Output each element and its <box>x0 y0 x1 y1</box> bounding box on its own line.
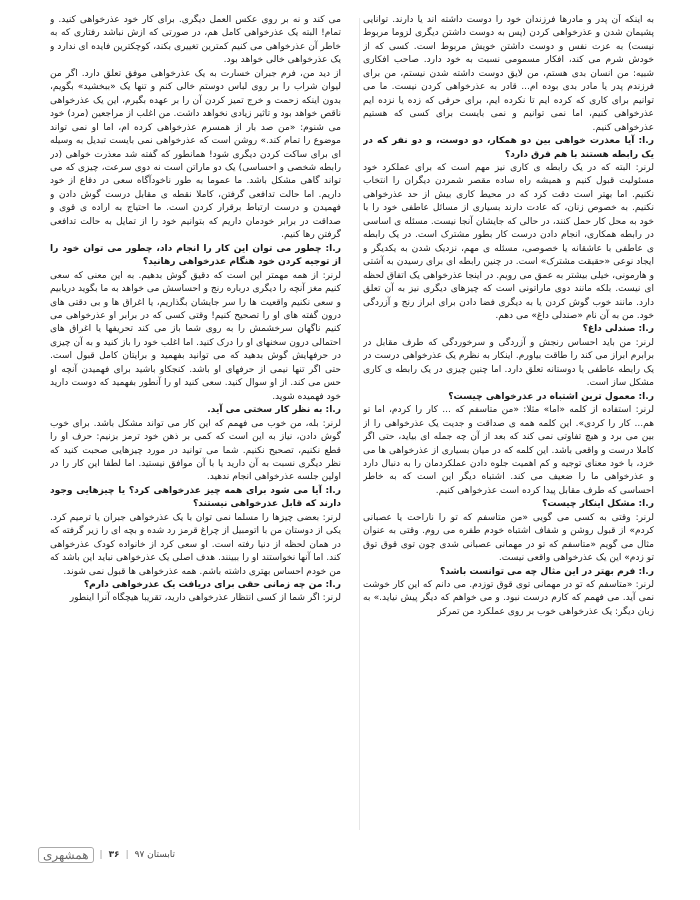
body-paragraph: لرنر: البته که در یک رابطه ی کاری نیز مهم است که برای عملکرد خود مسئولیت قبول کنیم و همیشه راه ساده مقصر شمردن دیگران را انتخاب نکنیم. اما بهتر است دقت کرد که در محیط کاری بیش از حد عذرخواهی نکنیم. به خصوص زنان، که عادت دارند بسیاری از مسائل عاطفی خود را با خود به محل کار حمل کنند، در حالی که جایشان آنجا نیست. مسئله ی اساسی در رابطه همکاری، انجام دادن درست کار بطور مشترک است. در یک رابطه ی عاطفی با عاشقانه یا خصوصی، مسئله ی مهم، نزدیک شدن به یکدیگر و ایجاد نوعی «حقیقت مشترک» است. در چنین رابطه ای برای رسیدن به آشتی و هارمونی، خیلی بیشتر به عمق می رویم. در اینجا عذرخواهی یک اتفاق لحظه ای نیست. بلکه مانند دوی ماراتونی است که چیزهای دیگری نیز به آن تعلق دارد. مانند خوب گوش کردن یا به دیگری فضا دادن برای ابراز رنج و آزردگی خود. من به آن نام «صندلی داغ» می دهم. <box>363 162 654 321</box>
interview-question: ر.ا: من چه زمانی حقی برای دریافت یک عذرخواهی دارم؟ <box>83 580 341 591</box>
interview-question: ر.ا: مشکل اینکار چیست؟ <box>542 499 654 510</box>
body-paragraph: لرنر: استفاده از کلمه «اما» مثلا: «من متاسفم که ... کار را کردم، اما تو هم... کار را کردی». این کلمه همه ی صداقت و جدیت یک عذرخواهی را از بین می برد و هیچ تفاوتی نمی کند که بعد از آن چه جمله ای بیاید، حتی اگر کاملا درست و واقعی باشد. این کلمه که در میان بسیاری از عذرخواهی ها می خزد، با خود معنای توجیه و کم اهمیت جلوه دادن عملکردمان را به دنبال دارد و عذرخواهی ما را ضعیف می کند. اشتباه دیگر این است که به خاطر احساسی که طرف مقابل پیدا کرده است عذرخواهی کنیم. <box>363 405 654 496</box>
interview-question: ر.ا: معمول ترین اشتباه در عذرخواهی چیست؟ <box>448 391 654 402</box>
body-paragraph: از دید من، فرم جبران خسارت به یک عذرخواهی موفق تعلق دارد. اگر من لیوان شراب را بر روی لباس دوستم خالی کنم و تنها یک «ببخشید» بگویم، بدون اینکه زحمت و خرج تمیز کردن آن را بر عهده بگیرم، این یک عذرخواهی ناقص خواهد بود و تاثیر زیادی نخواهد داشت. من اغلب از مراجعین (مرد) خود می شنوم: «من صد بار از همسرم عذرخواهی کرده ام، اما او نمی تواند موضوع را تمام کند.» روشن است که عذرخواهی نمی بایست تبدیل به وسیله ای برای ساکت کردن دیگری شود! همانطور که گفته شد معذرت خواهی (در رابطه شخصی و احساسی) یک دو ماراتن است نه دوی سرعت، چیزی که می تواند گاهی مشکل باشد. ما عموما به طور ناخودآگاه سعی در دفاع از خود داریم. اما حالت تدافعی گرفتن، کاملا نقطه ی مقابل درست گوش دادن و فهمیدن و درست ارتباط برقرار کردن است. ما احتیاج به اراده ی قوی و صداقت در برابر خودمان داریم که بتوانیم خود را از تمایل به حالت تدافعی گرفتن رها کنیم. <box>50 68 341 241</box>
body-paragraph: لرنر: «متاسفم که تو در مهمانی توی قوق توزدم. می دانم که این کار خوشت نمی آید. می فهمم که کارم درست نبود. و می خواهم که دیگر پیش نیاید.» به زبان دیگر: یک عذرخواهی خوب بر روی عملکرد من تمرکز <box>363 580 654 617</box>
interview-question: ر.ا: آیا می شود برای همه چیز عذرخواهی کرد؟ یا چیزهایی وجود دارند که قابل عذرخواهی نیستند؟ <box>50 485 341 510</box>
body-paragraph: لرنر: بله، من خوب می فهمم که این کار می تواند مشکل باشد. برای خوب گوش دادن، نیاز به این است که کمی بر ذهن خود ترمز بزنیم: حرف او را قطع نکنیم، تصحیح نکنیم. شما می توانید در مورد چیزهایی صحبت کنید که نظر دیگری نسبت به آن دارید یا با آن موافق نیستید. اما لطفا این کار را در اولین جلسه عذرخواهی انجام ندهید. <box>50 418 341 483</box>
body-paragraph: می کند و نه بر روی عکس العمل دیگری. برای کار خود عذرخواهی کنید. و تمام! البته یک عذرخواهی کامل هم، در صورتی که ازش نباشد رفتاری که به خاطر آن عذرخواهی می کنیم کمترین تغییری بکند، کوچکترین فایده ای ندارد و یک عذرخواهی خالی خواهد بود. <box>50 15 341 66</box>
footer-divider: | <box>99 850 103 860</box>
interview-question: ر.ا: آیا معذرت خواهی بین دو همکار، دو دوست، و دو نفر که در یک رابطه هستند با هم فرق دارد؟ <box>363 136 654 160</box>
page-number: ۳۶ <box>108 850 120 860</box>
body-paragraph: لرنر: از همه مهمتر این است که دقیق گوش بدهیم. به این معنی که سعی کنیم مغز آنچه را دیگری درباره رنج و احساسش می خواهد به ما بگوید دریابیم و سعی نکنیم واقعیت ها را سر جایشان بگذاریم، یا اغراق ها و بی دقتی های درون گفته های او را تصحیح کنیم! وقتی کسی که در برابر او عذرخواهی می کنیم ناگهان سرخشمش را به روی شما باز می کند تحریفها یا اغراق های احتمالی درون سخنهای او را درک کنید. اما اغلب خود را باز کنید و به آن چیزی در حرفهایش گوش بدهید که می توانید بفهمید و برایتان کامل قبول است. حتی اگر تنها نیمی از حرفهای او باشد. کنجکاو باشید برای فهمیدن آنچه او حس می کند. از او سوال کنید. سعی کنید او را آنطور بفهمید که دوست دارید خود فهمیده شوید. <box>50 270 341 402</box>
body-paragraph: لرنر: اگر شما از کسی انتظار عذرخواهی دارید، تقریبا هیچگاه آنرا اینطور <box>69 593 341 604</box>
interview-question: ر.ا: فرم بهتر در این مثال چه می توانست باشد؟ <box>440 566 654 577</box>
issue-label: تابستان ۹۷ <box>134 850 175 860</box>
article-columns <box>50 14 654 840</box>
page-footer <box>38 844 238 866</box>
body-paragraph: به اینکه آن پدر و مادرها فرزندان خود را دوست داشته اند یا دارند. توانایی پشیمان شدن و عذرخواهی کردن (پس به دوست داشتن دیگری لزوما مربوط نیست) به عزت نفس و دوست داشتن خویش مربوط است. کسی که از خودش شرم می کند، افکار مسمومی نسبت به خود دارد. صاحب افکاری شبیه: من انسان بدی هستم، من لایق دوست داشته شدن نیستم، من برای فرزندم پدر یا مادر بدی بوده ام... قادر به عذرخواهی کردن نیست. ما می توانیم برای کاری که کرده ایم تا نکرده ایم، برای حرفی که زده یا نزده ایم عذرخواهی کنیم، اما نمی توانیم و نمی بایست برای کسی که هستیم عذرخواهی کنیم. <box>363 15 654 133</box>
left-column <box>50 14 341 840</box>
body-paragraph: لرنر: من باید احساس رنجش و آزردگی و سرخوردگی که طرف مقابل در برابرم ابراز می کند را طاقت بیاورم. اینکار به نظرم یک عذرخواهی درست در یک رابطه عاطفی یا دوستانه تعلق دارد. اما چنین چیزی در یک رابطه ی کاری مشکل ساز است. <box>363 337 654 389</box>
body-paragraph: لرنر: وقتی به کسی می گویی «من متاسفم که تو را ناراحت یا عصبانی کردم» از قبول روشن و شفاف اشتباه خودم طفره می روم. وقتی به عنوان مثال می گویم «متاسفم که تو در مهمانی عصبانی شدی چون توی قوق توق تو زدم» این یک عذرخواهی واقعی نیست. <box>363 512 654 564</box>
interview-question: ر.ا: به نظر کار سختی می آید. <box>207 405 341 416</box>
footer-divider: | <box>125 850 129 860</box>
interview-question: ر.ا: صندلی داغ؟ <box>582 324 654 335</box>
column-divider <box>359 18 360 830</box>
right-column <box>363 14 654 840</box>
body-paragraph: لرنر: بعضی چیزها را مسلما نمی توان با یک عذرخواهی جبران یا ترمیم کرد. یکی از دوستان من با اتومبیل از چراغ قرمز رد شده و بچه ای را زیر گرفته که در همان لحظه از دنیا رفته است. او سعی کرد از خانواده کودک عذرخواهی کند. اما آنها نخواستند او را ببینند. هدف اصلی یک عذرخواهی نباید این باشد که من خودم احساس بهتری داشته باشم. همه عذرخواهی ها قبول نمی شوند. <box>50 512 341 577</box>
magazine-logo: همشهری <box>38 847 94 863</box>
interview-question: ر.ا: چطور می توان این کار را انجام داد، چطور می توان خود را از توجیه کردن خود هنگام عذرخواهی رهانید؟ <box>50 243 341 268</box>
